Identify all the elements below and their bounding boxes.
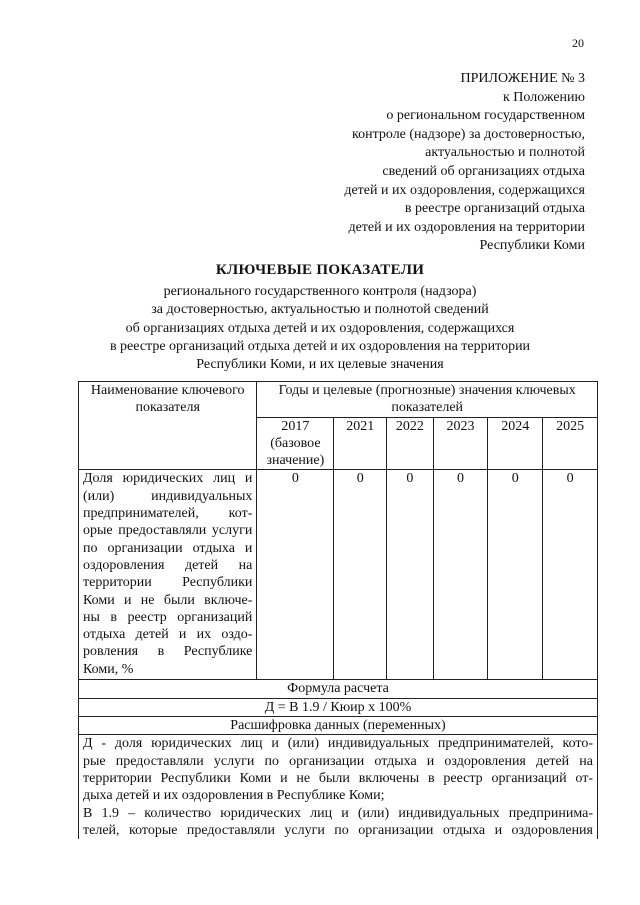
header-indicator-name: Наименование ключевого показателя [79,382,257,470]
appendix-line: ПРИЛОЖЕНИЕ № 3 [460,71,585,86]
page-number: 20 [572,36,584,50]
decode-row [79,735,598,840]
value-cell: 0 [433,470,488,680]
header-years-values: Годы и целевые (прогнозные) значения ключевых показателей [257,382,598,418]
subtitle-line: об организациях отдыха детей и их оздоровления, содержащихся [125,320,515,336]
indicator-line: Коми и не были включе- [83,592,253,608]
appendix-line: к Положению [502,89,585,105]
indicator-row [79,470,598,680]
decode-line: территории Республики Коми и не были включены в реестр организаций от- [83,770,593,786]
decode-line: В 1.9 – количество юридических лиц и (или) индивидуальных предпринима- [83,805,593,821]
appendix-line: детей и их оздоровления на территории [348,219,585,235]
decode-line: дыха детей и их оздоровления в Республике Коми; [83,788,385,804]
indicator-line: ны в реестр организаций [83,609,253,625]
decode-line: телей, которые предоставляли услуги по организации отдыха и оздоровления [83,822,593,838]
appendix-header [255,70,585,256]
decode-line: Д - доля юридических лиц и (или) индивидуальных предпринимателей, кото- [83,736,593,752]
value-cell: 0 [257,470,334,680]
appendix-line: контроле (надзоре) за достоверностью, [352,126,585,142]
indicator-line: отдыха детей и их оздо- [83,627,253,643]
year-cell: 2017 (базовое значение) [257,417,334,470]
decode-description [79,735,598,840]
document-title: КЛЮЧЕВЫЕ ПОКАЗАТЕЛИ [215,262,425,278]
formula-label-row [79,680,598,698]
indicator-line: Коми, % [83,661,134,677]
subtitle-line: регионального государственного контроля (надзора) [163,284,477,299]
indicator-line: Доля юридических лиц и [83,471,253,487]
indicator-line: орые предоставляли услуги [83,523,253,539]
appendix-line: сведений об организациях отдыха [382,163,585,179]
value-cell: 0 [387,470,434,680]
value-cell: 0 [543,470,598,680]
indicator-line: оздоровления детей на [83,557,253,573]
table-header-row [79,382,598,418]
year-cell: 2024 [488,417,543,470]
appendix-line: актуальностью и полнотой [425,145,585,161]
formula: Д = В 1.9 / Кюир х 100% [79,698,598,716]
value-cell: 0 [488,470,543,680]
decode-line: рые предоставляли услуги по организации отдыха и оздоровления детей на [83,753,593,769]
year-cell: 2025 [543,417,598,470]
appendix-line: Республики Коми [479,238,585,254]
value-cell: 0 [334,470,387,680]
subtitle-line: Республики Коми, и их целевые значения [196,357,444,373]
indicator-description [79,470,257,680]
kpi-table [78,381,598,839]
indicator-line: по организации отдыха и [83,540,253,556]
formula-row [79,698,598,716]
subtitle-line: в реестре организаций отдыха детей и их оздоровления на территории [109,338,531,354]
subtitle-line: за достоверностью, актуальностью и полнотой сведений [151,302,489,318]
decode-label-row [79,717,598,735]
formula-label: Формула расчета [79,680,598,698]
indicator-line: (или) индивидуальных [83,488,253,504]
appendix-line: детей и их оздоровления, содержащихся [344,182,585,198]
appendix-line: в реестре организаций отдыха [404,201,585,217]
indicator-line: предпринимателей, кот- [83,506,253,522]
document-subtitle [0,283,640,374]
indicator-line: территории Республики [83,575,253,591]
year-cell: 2022 [387,417,434,470]
appendix-line: о региональном государственном [386,108,585,124]
decode-label: Расшифровка данных (переменных) [79,717,598,735]
year-cell: 2021 [334,417,387,470]
year-cell: 2023 [433,417,488,470]
indicator-line: ровления в Республике [83,644,253,660]
